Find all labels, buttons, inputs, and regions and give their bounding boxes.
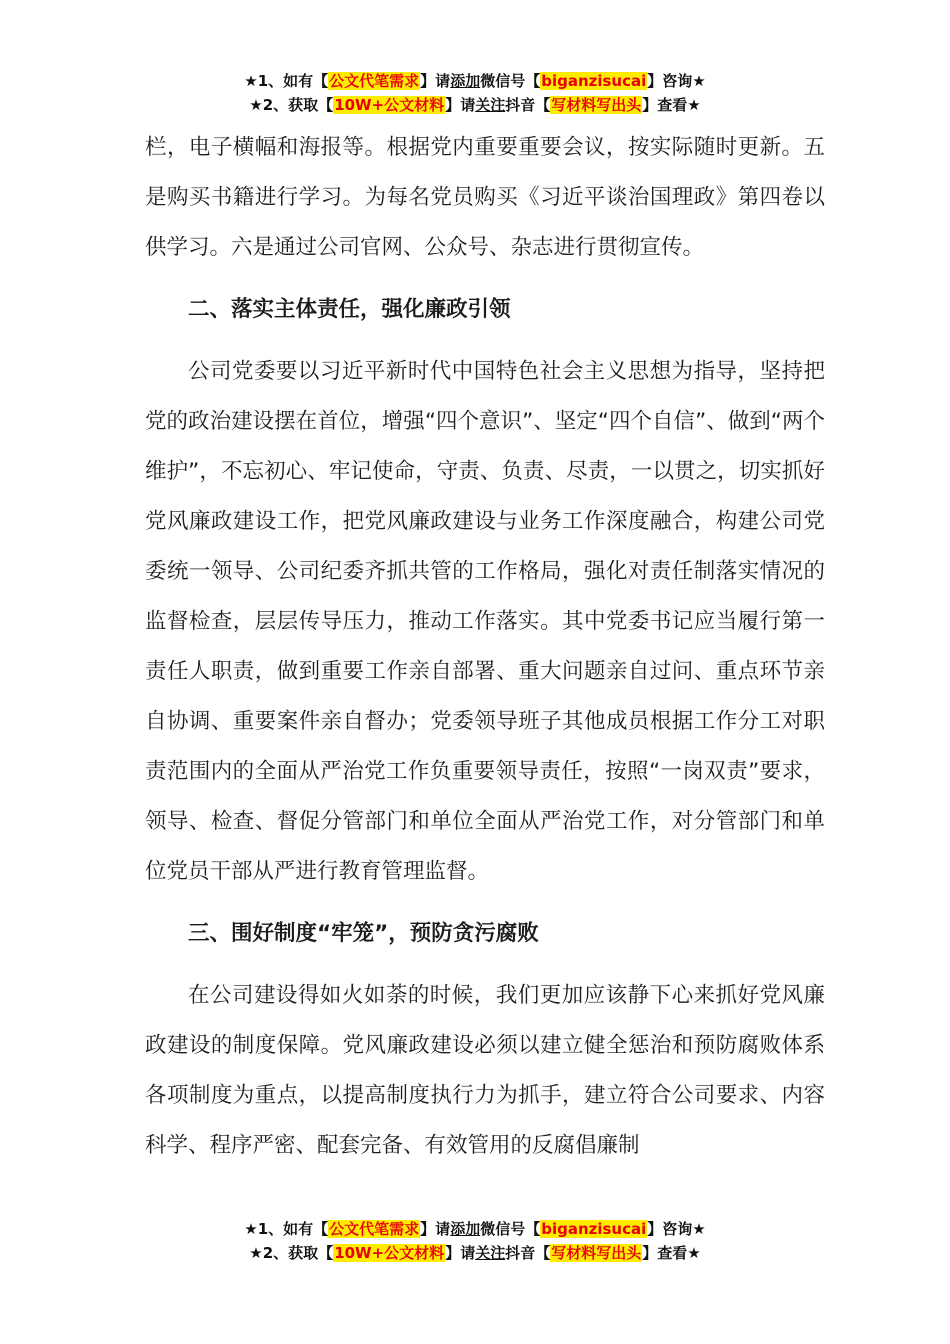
paragraph-section-2: 公司党委要以习近平新时代中国特色社会主义思想为指导，坚持把党的政治建设摆在首位，增强“四个意识”、坚定“四个自信”、做到“两个维护”，不忘初心、牢记使命，守责、负责、尽责，一以贯之，切实抓好党风廉政建设工作，把党风廉政建设与业务工作深度融合，构建公司党委统一领导、公司纪委齐抓共管的工作格局，强化对责任制落实情况的监督检查，层层传导压力，推动工作落实。其中党委书记应当履行第一责任人职责，做到重要工作亲自部署、重大问题亲自过问、重点环节亲自协调、重要案件亲自督办；党委领导班子其他成员根据工作分工对职责范围内的全面从严治党工作负重要领导责任，按照“一岗双责”要求，领导、检查、督促分管部门和单位全面从严治党工作，对分管部门和单位党员干部从严进行教育管理监督。 (145, 359, 825, 884)
document-body (145, 123, 825, 1171)
highlight-douyin-account: 写材料写出头 (551, 96, 642, 114)
banner-line-2: ★2、获取【10W+公文材料】请关注抖音【写材料写出头】查看★ (249, 1244, 701, 1262)
banner-line-1: ★1、如有【公文代笔需求】请添加微信号【biganzisucai】咨询★ (244, 1220, 706, 1238)
banner-line-1: ★1、如有【公文代笔需求】请添加微信号【biganzisucai】咨询★ (244, 72, 706, 90)
section-heading-2: 二、落实主体责任，强化廉政引领 (188, 297, 511, 322)
banner-line-2: ★2、获取【10W+公文材料】请关注抖音【写材料写出头】查看★ (249, 96, 701, 114)
section-heading-3: 三、围好制度“牢笼”，预防贪污腐败 (188, 921, 539, 946)
highlight-writing-service: 公文代笔需求 (329, 72, 420, 90)
footer-banner (0, 1217, 950, 1265)
highlight-douyin-account: 写材料写出头 (551, 1244, 642, 1262)
highlight-writing-service: 公文代笔需求 (329, 1220, 420, 1238)
highlight-wechat-id: biganzisucai (541, 1220, 647, 1238)
highlight-materials: 10W+公文材料 (334, 96, 445, 114)
highlight-materials: 10W+公文材料 (334, 1244, 445, 1262)
paragraph-continued: 栏，电子横幅和海报等。根据党内重要重要会议，按实际随时更新。五是购买书籍进行学习。为每名党员购买《习近平谈治国理政》第四卷以供学习。六是通过公司官网、公众号、杂志进行贯彻宣传。 (145, 135, 825, 260)
header-banner (0, 69, 950, 117)
highlight-wechat-id: biganzisucai (541, 72, 647, 90)
paragraph-section-3: 在公司建设得如火如荼的时候，我们更加应该静下心来抓好党风廉政建设的制度保障。党风廉政建设必须以建立健全惩治和预防腐败体系各项制度为重点，以提高制度执行力为抓手，建立符合公司要求、内容科学、程序严密、配套完备、有效管用的反腐倡廉制 (145, 983, 825, 1158)
